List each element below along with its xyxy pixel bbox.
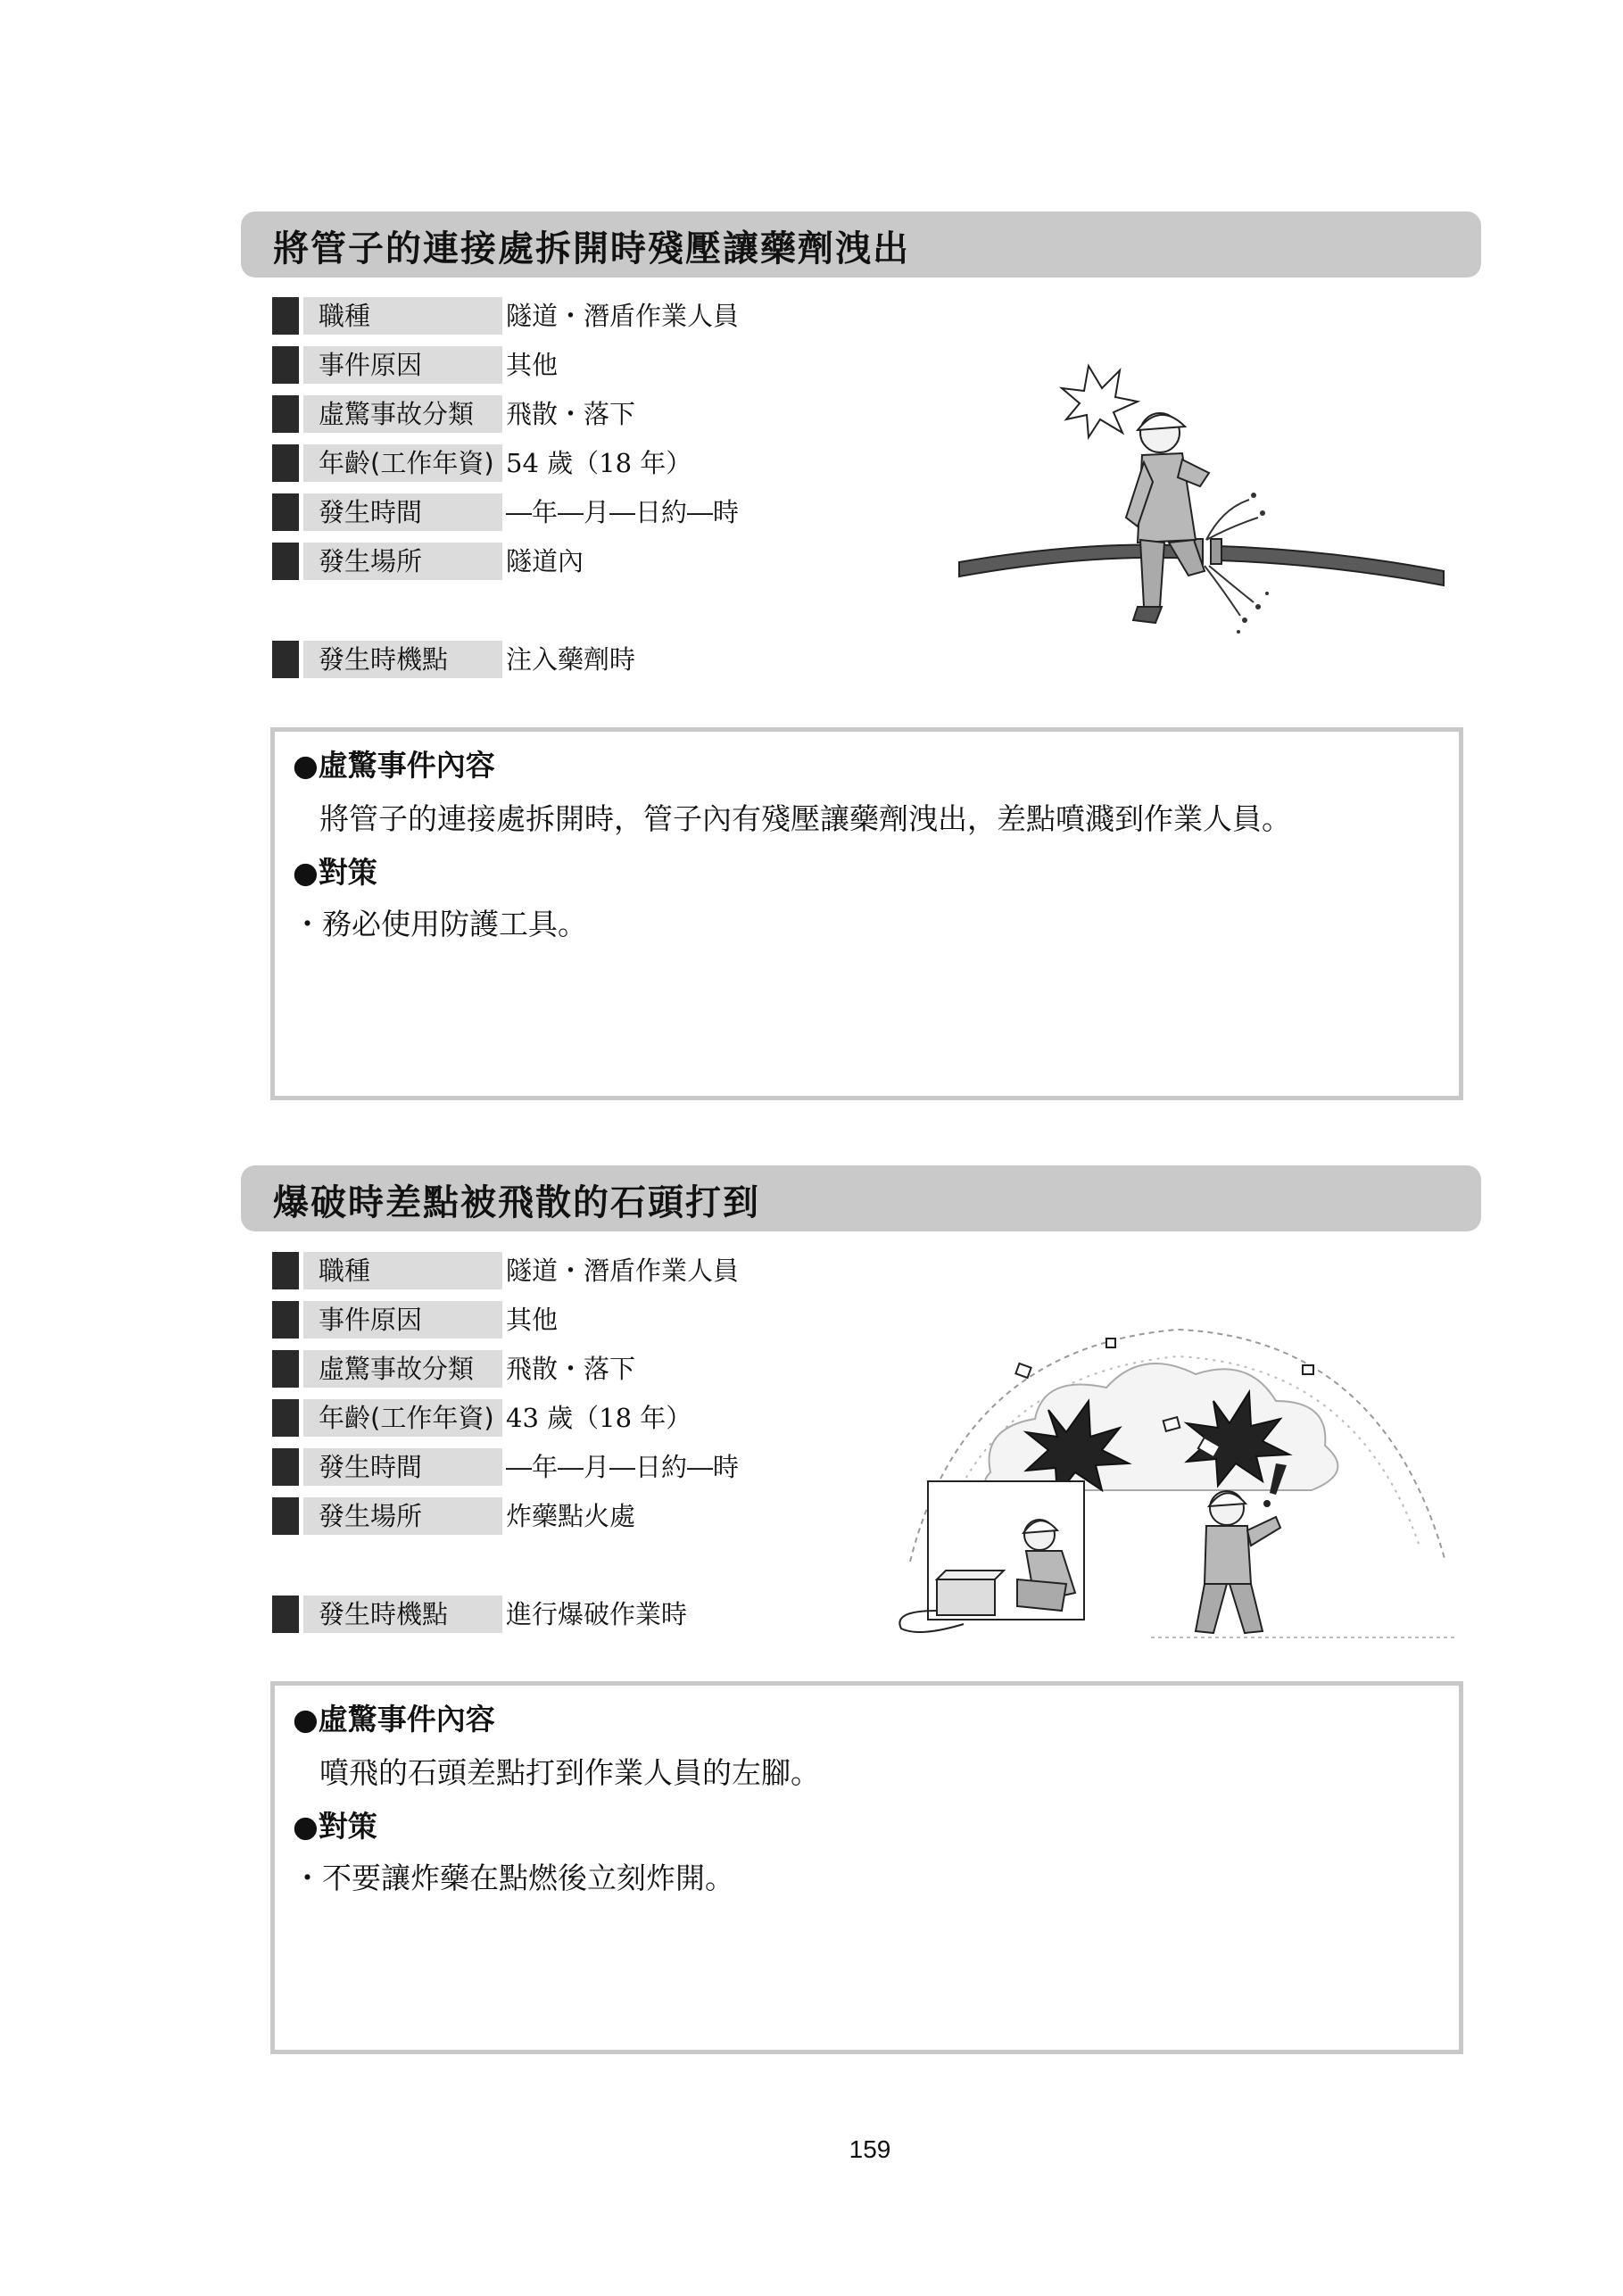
field-label: 發生時間 xyxy=(303,1448,502,1486)
worker-pipe-spray-illustration xyxy=(955,348,1454,660)
field-label: 虛驚事故分類 xyxy=(303,1350,502,1388)
incident-content-box xyxy=(270,727,1463,1100)
field-value: 注入藥劑時 xyxy=(506,644,636,675)
field-label: 發生場所 xyxy=(303,543,502,580)
row-marker xyxy=(272,1399,299,1437)
row-marker xyxy=(272,1596,299,1633)
row-marker xyxy=(272,1350,299,1388)
case-title: 將管子的連接處拆開時殘壓讓藥劑洩出 xyxy=(273,228,910,269)
row-marker xyxy=(272,395,299,433)
content-heading: ●虛驚事件內容 xyxy=(293,748,495,783)
field-value: 進行爆破作業時 xyxy=(506,1599,688,1629)
field-value: 54 歲（18 年） xyxy=(506,448,692,478)
measures-text: ・務必使用防護工具。 xyxy=(293,907,587,941)
content-heading: ●虛驚事件內容 xyxy=(293,1702,495,1737)
field-value: 43 歲（18 年） xyxy=(506,1403,692,1433)
field-label: 年齡(工作年資) xyxy=(303,444,502,482)
row-marker xyxy=(272,1252,299,1289)
field-label: 發生場所 xyxy=(303,1497,502,1535)
field-label: 發生時機點 xyxy=(303,641,502,678)
field-value: 飛散・落下 xyxy=(506,1354,636,1384)
field-label: 事件原因 xyxy=(303,1301,502,1339)
field-value: ―年―月―日約―時 xyxy=(506,1452,740,1482)
content-text: 噴飛的石頭差點打到作業人員的左腳。 xyxy=(319,1755,820,1790)
field-label: 發生時機點 xyxy=(303,1596,502,1633)
case-title: 爆破時差點被飛散的石頭打到 xyxy=(273,1182,760,1223)
incident-content-box xyxy=(270,1681,1463,2054)
field-value: 其他 xyxy=(506,350,559,380)
content-text: 將管子的連接處拆開時，管子內有殘壓讓藥劑洩出，差點噴濺到作業人員。 xyxy=(319,801,1291,836)
field-value: ―年―月―日約―時 xyxy=(506,497,740,527)
field-value: 飛散・落下 xyxy=(506,399,636,429)
field-label: 職種 xyxy=(303,1252,502,1289)
field-label: 事件原因 xyxy=(303,346,502,384)
field-label: 發生時間 xyxy=(303,493,502,531)
row-marker xyxy=(272,297,299,335)
measures-text: ・不要讓炸藥在點燃後立刻炸開。 xyxy=(293,1861,734,1895)
case-title-bar xyxy=(241,211,1481,278)
row-marker xyxy=(272,444,299,482)
field-value: 隧道內 xyxy=(506,546,584,576)
field-value: 隧道・潛盾作業人員 xyxy=(506,1256,740,1286)
field-label: 虛驚事故分類 xyxy=(303,395,502,433)
row-marker xyxy=(272,493,299,531)
row-marker xyxy=(272,543,299,580)
field-label: 年齡(工作年資) xyxy=(303,1399,502,1437)
row-marker xyxy=(272,1497,299,1535)
measures-heading: ●對策 xyxy=(293,1809,377,1844)
field-label: 職種 xyxy=(303,297,502,335)
row-marker xyxy=(272,1301,299,1339)
field-value: 炸藥點火處 xyxy=(506,1501,636,1531)
row-marker xyxy=(272,346,299,384)
tunnel-blasting-illustration xyxy=(883,1312,1463,1660)
page-number: 159 xyxy=(849,2135,891,2163)
row-marker xyxy=(272,641,299,678)
measures-heading: ●對策 xyxy=(293,855,377,890)
field-value: 隧道・潛盾作業人員 xyxy=(506,301,740,331)
field-value: 其他 xyxy=(506,1305,559,1335)
row-marker xyxy=(272,1448,299,1486)
case-title-bar xyxy=(241,1165,1481,1231)
